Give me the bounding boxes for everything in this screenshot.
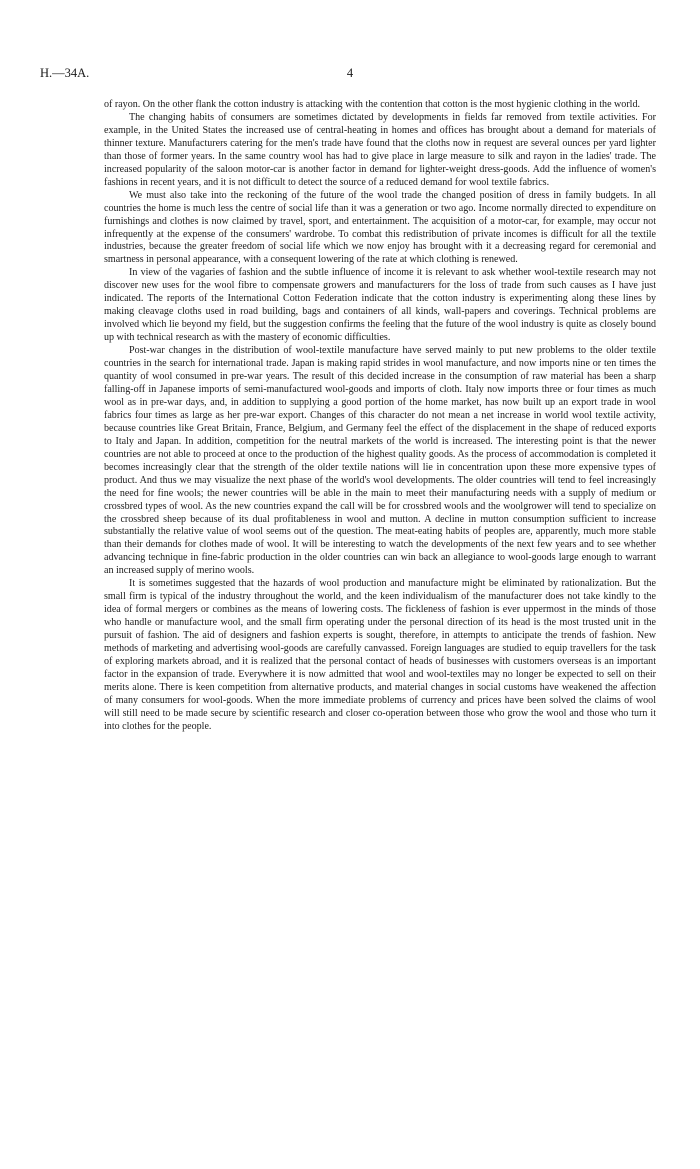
- paragraph-continuation: of rayon. On the other flank the cotton industry is attacking with the contention that cotton is the most hygienic clothing in the world.: [104, 99, 641, 110]
- page-number: 4: [346, 66, 354, 80]
- paragraph-consumer-habits: The changing habits of consumers are sometimes dictated by developments in fields far removed from textile activities. For example, in the United States the increased use of central-heating in homes and offices has brought about a demand for materials of thinner texture. Manufacturers catering for the men's trade have found that the cloths now in request are several ounces per yard lighter than those of former years. In the same country wool has had to give place in large measure to silk and rayon in the ladies' trade. The increased popularity of the saloon motor-car is another factor in demand for lighter-weight dress-goods. Add the influence of women's fashions in recent years, and it is not difficult to detect the source of a reduced demand for wool textile fabrics.: [104, 111, 656, 188]
- page-header: [40, 66, 660, 82]
- paragraph-textile-research: In view of the vagaries of fashion and the subtle influence of income it is relevant to ask whether wool-textile research may not discover new uses for the wool fibre to compensate growers and manufacturers for the loss of trade from such causes as I have just indicated. The reports of the International Cotton Federation indicate that the cotton industry is experimenting along these lines by making cleavage cloths used in road building, bags and containers of all kinds, wall-papers and coverings. Technical problems are involved which lie beyond my field, but the suggestion confirms the feeling that the future of the wool industry is quite as closely bound up with technical research as with the mastery of economic difficulties.: [104, 267, 656, 344]
- paragraph-family-budgets: We must also take into the reckoning of the future of the wool trade the changed position of dress in family budgets. In all countries the home is much less the centre of social life than it was a generation or two ago. Income normally directed to expenditure on furnishings and clothes is now claimed by travel, sport, and entertainment. The acquisition of a motor-car, for example, may occur not infrequently at the expense of the consumers' wardrobe. To combat this redistribution of private incomes is difficult for all the textile industries, because the greater freedom of social life which we now enjoy has brought with it a decreasing regard for ceremonial and smartness in personal appearance, with a consequent lowering of the rate at which clothing is renewed.: [104, 189, 656, 266]
- page-body: [104, 99, 656, 734]
- paragraph-rationalization: It is sometimes suggested that the hazards of wool production and manufacture might be eliminated by rationalization. But the small firm is typical of the industry throughout the world, and the keen individualism of the manufacturer does not take kindly to the idea of formal mergers or combines as the means of lowering costs. The fickleness of fashion is ever uppermost in the minds of those who handle or manufacture wool, and the small firm operating under the personal direction of its head is the most trusted unit in the pursuit of fashion. The aid of designers and fashion experts is sought, therefore, in attempts to anticipate the trends of fashion. New methods of marketing and advertising wool-goods are carefully canvassed. Foreign languages are studied to equip travellers for the task of exploring markets abroad, and it is realized that the personal contact of heads of businesses with customers overseas is an important factor in the expansion of trade. Everywhere it is now admitted that wool and wool-textiles may no longer be expected to sell on their merits alone. There is keen competition from alternative products, and material changes in social customs have weakened the affection of many consumers for wool-goods. When the more immediate problems of currency and prices have been solved the claims of wool will still need to be made secure by scientific research and closer co-operation between those who grow the wool and those who turn it into clothes for the people.: [104, 578, 656, 732]
- paragraph-post-war-changes: Post-war changes in the distribution of wool-textile manufacture have served mainly to put new problems to the older textile countries in the search for international trade. Japan is making rapid strides in wool manufacture, and now imports nine or ten times the quantity of wool consumed in pre-war years. The result of this decided increase in the consumption of raw material has been a sharp falling-off in Japanese imports of semi-manufactured wool-goods and imports of cloth. Italy now imports three or four times as much wool as in pre-war days, and, in addition to supplying a good portion of the home market, has now built up an export trade in wool fabrics four times as large as her pre-war export. Changes of this character do not mean a net increase in world wool textile activity, because countries like Great Britain, France, Belgium, and Germany feel the effect of the displacement in the shape of reduced exports to Italy and Japan. In addition, competition for the neutral markets of the world is increased. The interesting point is that the newer countries are not able to proceed at once to the production of the highest quality goods. As the process of accommodation is completed it becomes increasingly clear that the strength of the older textile nations will lie in concentration upon these more expensive types of product. And thus we may visualize the next phase of the world's wool developments. The older countries will tend to feel increasingly the need for fine wools; the newer countries will be able in the main to meet their manufacturing needs with a supply of medium or crossbred types of wool. As the new countries expand the call will be for crossbred wools and the woolgrower will tend to specialize on the crossbred sheep because of its dual profitableness in wool and mutton. A decline in mutton consumption sufficient to increase substantially the relative value of wool seems out of the question. The meat-eating habits of peoples are, apparently, much more stable than their demands for clothes made of wool. It will be interesting to watch the developments of the next few years and to see whether advancing technique in fine-fabric production in the older countries can win back an allegiance to wool-goods large enough to warrant an increased supply of merino wools.: [104, 345, 656, 577]
- document-reference: H.—34A.: [40, 66, 90, 80]
